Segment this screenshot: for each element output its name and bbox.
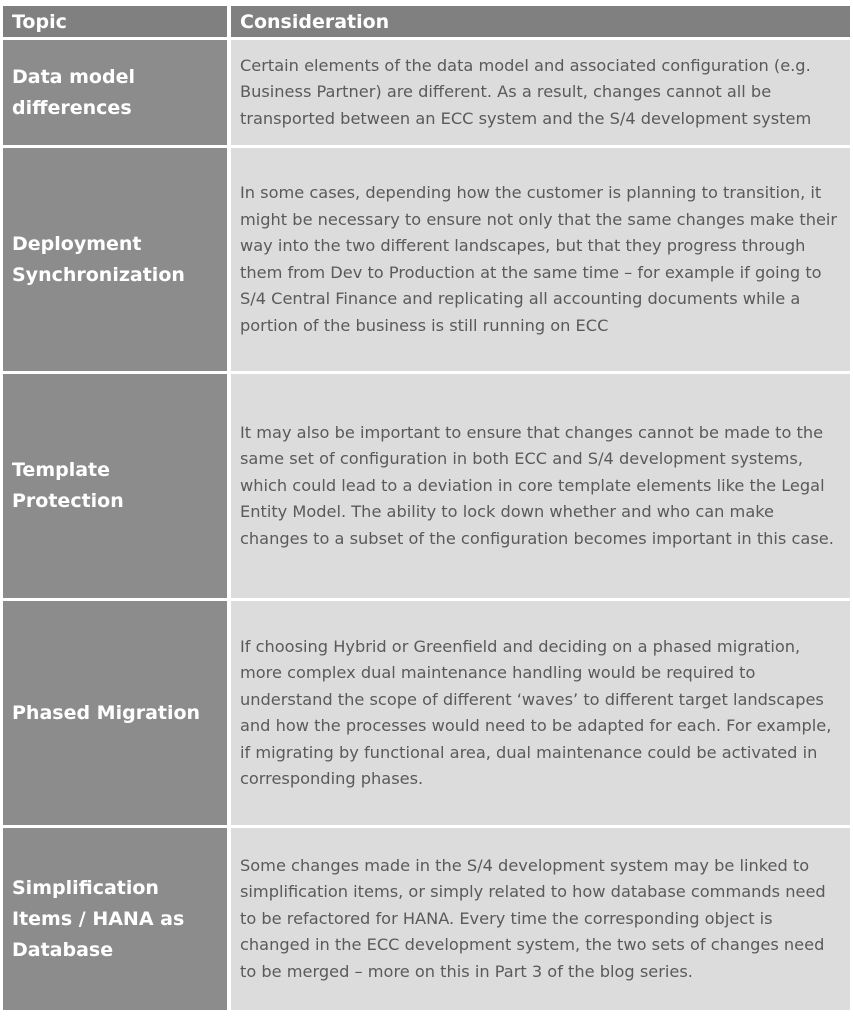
header-consideration: Consideration <box>231 6 850 37</box>
topic-simplification-items: Simplification Items / HANA as Database <box>3 828 227 1010</box>
header-topic: Topic <box>3 6 227 37</box>
consideration-simplification-items: Some changes made in the S/4 development system may be linked to simplification items, or simply related to how database commands need to be refactored for HANA. Every time the corresponding object is changed in the ECC development system, the two sets of changes need to be merged – more on this in Part 3 of the blog series. <box>231 828 850 1010</box>
topic-phased-migration: Phased Migration <box>3 601 227 825</box>
topic-deployment-synchronization: Deployment Synchronization <box>3 148 227 371</box>
topic-template-protection: Template Protection <box>3 374 227 598</box>
considerations-table <box>3 6 850 1010</box>
consideration-data-model-differences: Certain elements of the data model and associated configuration (e.g. Business Partner) are different. As a result, changes cannot all be transported between an ECC system and the S/4 development system <box>231 40 850 145</box>
consideration-phased-migration: If choosing Hybrid or Greenfield and deciding on a phased migration, more complex dual maintenance handling would be required to understand the scope of different ‘waves’ to different target landscapes and how the processes would need to be adapted for each. For example, if migrating by functional area, dual maintenance could be activated in corresponding phases. <box>231 601 850 825</box>
topic-data-model-differences: Data model differences <box>3 40 227 145</box>
consideration-deployment-synchronization: In some cases, depending how the customer is planning to transition, it might be necessary to ensure not only that the same changes make their way into the two different landscapes, but that they progress through them from Dev to Production at the same time – for example if going to S/4 Central Finance and replicating all accounting documents while a portion of the business is still running on ECC <box>231 148 850 371</box>
consideration-template-protection: It may also be important to ensure that changes cannot be made to the same set of configuration in both ECC and S/4 development systems, which could lead to a deviation in core template elements like the Legal Entity Model. The ability to lock down whether and who can make changes to a subset of the configuration becomes important in this case. <box>231 374 850 598</box>
